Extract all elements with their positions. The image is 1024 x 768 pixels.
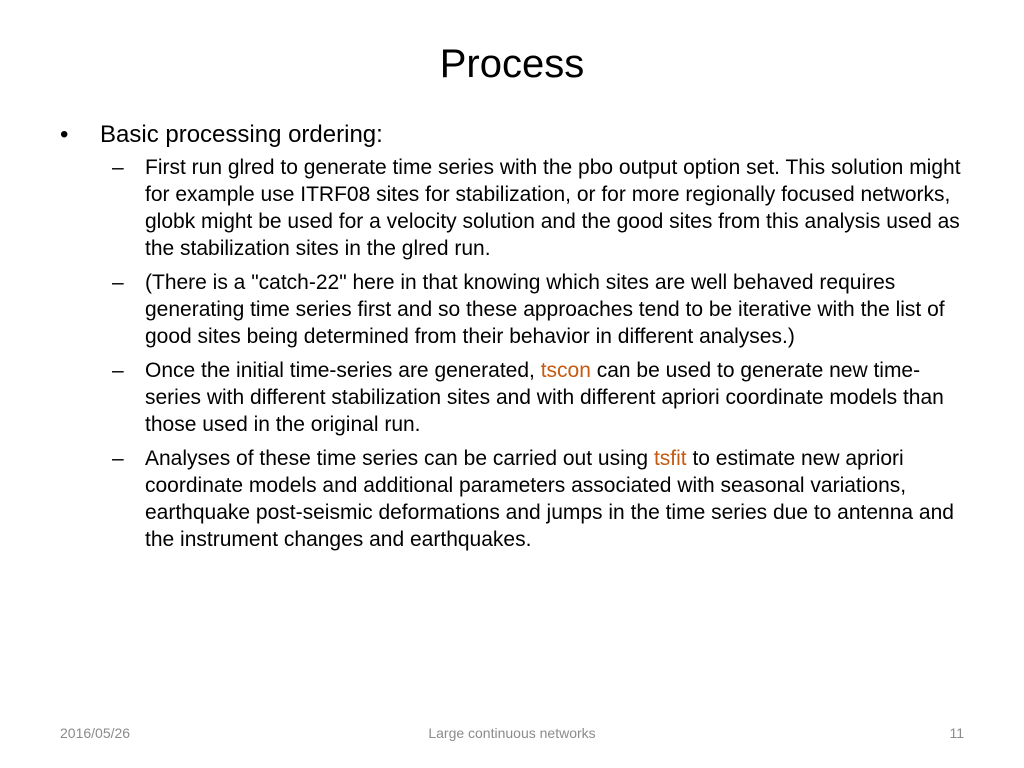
bullet-text: Basic processing ordering: bbox=[100, 121, 383, 148]
slide-title: Process bbox=[439, 42, 585, 86]
sub-bullet-item bbox=[60, 445, 970, 553]
sub-bullet-text-before: Analyses of these time series can be carried out using bbox=[145, 447, 654, 470]
tsfit-highlight: tsfit bbox=[653, 447, 687, 470]
dash-marker: – bbox=[112, 447, 124, 470]
footer-title: Large continuous networks bbox=[428, 725, 596, 741]
slide-content bbox=[60, 118, 970, 560]
dash-marker: – bbox=[112, 156, 124, 179]
sub-bullet-list bbox=[60, 154, 970, 553]
dash-marker: – bbox=[112, 271, 124, 294]
sub-bullet-text-before: Once the initial time-series are generated, bbox=[145, 359, 541, 382]
bullet-marker: • bbox=[60, 121, 69, 148]
sub-bullet-text: First run glred to generate time series with the pbo output option set. This solution might for example use ITRF08 sites for stabilization, or for more regionally focused networks, globk might be used for a velocity solution and the good sites from this analysis used as the stabilization sites in the glred run. bbox=[145, 156, 961, 260]
sub-bullet-text: (There is a "catch-22" here in that knowing which sites are well behaved requires generating time series first and so these approaches tend to be iterative with the list of good sites being determined from their behavior in different analyses.) bbox=[145, 271, 945, 348]
dash-marker: – bbox=[112, 359, 124, 382]
page-number: 11 bbox=[949, 725, 964, 741]
tscon-highlight: tscon bbox=[540, 359, 591, 382]
sub-bullet-item bbox=[60, 269, 970, 350]
bullet-item bbox=[60, 118, 970, 152]
sub-bullet-item bbox=[60, 154, 970, 262]
sub-bullet-text-after: to estimate new apriori coordinate models and additional parameters associated with seasonal variations, earthquake post-seismic deformations and jumps in the time series due to antenna and the instrument changes and earthquakes. bbox=[145, 447, 954, 551]
sub-bullet-text-after: can be used to generate new time-series with different stabilization sites and with different apriori coordinate models than those used in the original run. bbox=[145, 359, 944, 436]
footer-date: 2016/05/26 bbox=[60, 725, 131, 741]
sub-bullet-item bbox=[60, 357, 970, 438]
